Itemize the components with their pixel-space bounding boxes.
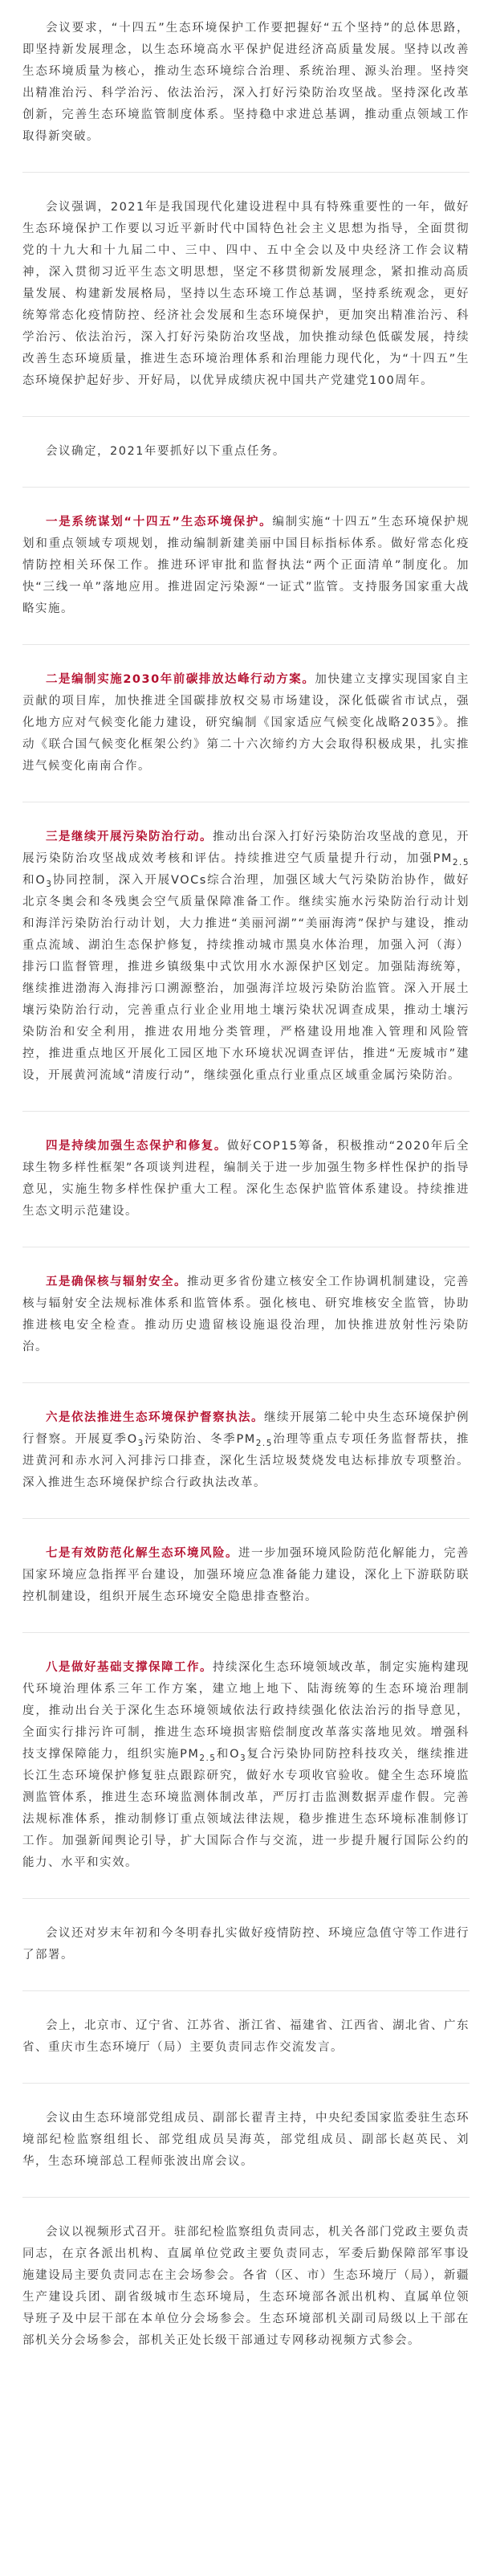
paragraph-text: 会议要求，“十四五”生态环境保护工作要把握好“五个坚持”的总体思路，即坚持新发展理念，以生态环境高水平保护促进经济高质量发展。坚持以改善生态环境质量为核心，推动生态环境综合治理、系统治理、源头治理。坚持突出精准治污、科学治污、依法治污，深入打好污染防治攻坚战。坚持深化改革创新，完善生态环境监管制度体系。坚持稳中求进总基调，推动重点领域工作取得新突破。 [22,22,470,143]
paragraph-task-5 [22,1272,470,1358]
paragraph-lead: 七是有效防范化解生态环境风险。 [46,1547,238,1560]
section-divider [22,644,470,645]
section-divider [22,2083,470,2084]
paragraph-task-8 [22,1657,470,1874]
paragraph-text: 编制实施“十四五”生态环境保护规划和重点领域专项规划，推动编制新建美丽中国目标指标体系。做好常态化疫情防控相关环保工作。推进环评审批和监督执法“两个正面清单”制度化。加快“三线一单”落地应用。推进固定污染源“一证式”监管。支持服务国家重大战略实施。 [22,516,470,615]
paragraph-text: 会上，北京市、辽宁省、江苏省、浙江省、福建省、江西省、湖北省、广东省、重庆市生态环境厅（局）主要负责同志作交流发言。 [22,2019,470,2054]
section-divider [22,487,470,488]
paragraph-text: 推动出台深入打好污染防治攻坚战的意见，开展污染防治攻坚战成效考核和评估。持续推进空气质量提升行动，加强$PM_{2.5}$和$O_3$协同控制，深入开展VOCs综合治理，加强区域大气污染防治协作，做好北京冬奥会和冬残奥会空气质量保障准备工作。继续实施水污染防治行动计划和海洋污染防治行动计划，大力推进“美丽河湖”“美丽海湾”保护与建设，推动重点流域、湖泊生态保护修复，持续推动城市黑臭水体治理，加强入河（海）排污口监督管理，推进乡镇级集中式饮用水水源保护区划定。加强陆海统筹，继续推进渤海入海排污口溯源整治，加强海洋垃圾污染防治监管。深入开展土壤污染防治行动，完善重点行业企业用地土壤污染状况调查成果，推动土壤污染防治和安全利用，推进农用地分类管理，严格建设用地准入管理和风险管控，推进重点地区开展化工园区地下水环境状况调查评估，推进“无废城市”建设，开展黄河流域“清废行动”，继续强化重点行业重点区域重金属污染防治。 [22,831,470,1082]
paragraph-text: 持续深化生态环境领域改革，制定实施构建现代环境治理体系三年工作方案，建立地上地下、陆海统筹的生态环境治理制度，推动出台关于深化生态环境领域依法行政持续强化依法治污的指导意见，全面实行排污许可制，推进生态环境损害赔偿制度改革落实落地见效。增强科技支撑保障能力，组织实施$PM_{2.5}$和$O_3$复合污染协同防控科技攻关，继续推进长江生态环境保护修复驻点跟踪研究，做好水专项收官验收。健全生态环境监测监管体系，推进生态环境监测体制改革，严厉打击监测数据弄虚作假。完善法规标准体系，推动制修订重点领域法律法规，稳步推进生态环境标准制修订工作。加强新闻舆论引导，扩大国际合作与交流，进一步提升履行国际公约的能力、水平和实效。 [22,1661,470,1869]
paragraph-task-6 [22,1407,470,1494]
paragraph-lead: 二是编制实施2030年前碳排放达峰行动方案。 [46,673,315,686]
paragraph-2021-emphasis [22,197,470,392]
paragraph-lead: 八是做好基础支撑保障工作。 [46,1661,213,1674]
section-divider [22,1382,470,1383]
paragraph-text: 会议强调，2021年是我国现代化建设进程中具有特殊重要性的一年，做好生态环境保护工作要以习近平新时代中国特色社会主义思想为指导，全面贯彻党的十九大和十九届二中、三中、四中、五中全会以及中央经济工作会议精神，深入贯彻习近平生态文明思想，坚定不移贯彻新发展理念，紧扣推动高质量发展、构建新发展格局，坚持以生态环境工作总基调，坚持系统观念，更好统筹常态化疫情防控、经济社会发展和生态环境保护，更加突出精准治污、科学治污、依法治污，深入打好污染防治攻坚战，加快推动绿色低碳发展，持续改善生态环境质量，推进生态环境治理体系和治理能力现代化，为“十四五”生态环境保护起好步、开好局，以优异成绩庆祝中国共产党建党100周年。 [22,201,470,387]
section-divider [22,416,470,417]
paragraph-exchange-speakers [22,2015,470,2059]
paragraph-text: 会议由生态环境部党组成员、副部长翟青主持，中央纪委国家监委驻生态环境部纪检监察组组长、部党组成员吴海英，部党组成员、副部长赵英民、刘华，生态环境部总工程师张波出席会议。 [22,2112,470,2168]
paragraph-task-2 [22,669,470,778]
paragraph-text: 会议以视频形式召开。驻部纪检监察组负责同志，机关各部门党政主要负责同志，在京各派出机构、直属单位党政主要负责同志，军委后勤保障部军事设施建设局主要负责同志在主会场参会。各省（区、市）生态环境厅（局），新疆生产建设兵团、副省级城市生态环境局，生态环境部各派出机构、直属单位领导班子及中层干部在本单位分会场参会。生态环境部机关副司局级以上干部在部机关分会场参会，部机关正处长级干部通过专网移动视频方式参会。 [22,2226,470,2347]
paragraph-lead: 五是确保核与辐射安全。 [46,1276,187,1288]
paragraph-text: 进一步加强环境风险防范化解能力，完善国家环境应急指挥平台建设，加强环境应急准备能力建设，深化上下游联防联控机制建设，组织开展生态环境安全隐患排查整治。 [22,1547,470,1603]
section-divider [22,1990,470,1991]
paragraph-text: 继续开展第二轮中央生态环境保护例行督察。开展夏季$O_3$污染防治、冬季$PM_{2.5}$治理等重点专项任务监督帮扶，推进黄河和赤水河入河排污口排查，深化生活垃圾焚烧发电达标排放专项整治。深入推进生态环境保护综合行政执法改革。 [22,1411,470,1489]
section-divider [22,1111,470,1112]
paragraph-text: 会议确定，2021年要抓好以下重点任务。 [46,445,286,458]
paragraph-meeting-format [22,2222,470,2352]
paragraph-lead: 四是持续加强生态保护和修复。 [46,1140,227,1153]
paragraph-five-adherences [22,18,470,148]
paragraph-text: 加快建立支撑实现国家自主贡献的项目库，加快推进全国碳排放权交易市场建设，深化低碳省市试点，强化地方应对气候变化能力建设，研究编制《国家适应气候变化战略2035》。推动《联合国气候变化框架公约》第二十六次缔约方大会取得积极成果，扎实推进气候变化南南合作。 [22,673,470,773]
section-divider [22,172,470,173]
paragraph-task-7 [22,1543,470,1608]
section-divider [22,2197,470,2198]
paragraph-task-1 [22,512,470,620]
paragraph-lead: 六是依法推进生态环境保护督察执法。 [46,1411,264,1424]
paragraph-text: 推动更多省份建立核安全工作协调机制建设，完善核与辐射安全法规标准体系和监管体系。强化核电、研究堆核安全监管，协助推进核电安全检查。推动历史遗留核设施退役治理，加快推进放射性污染防治。 [22,1276,470,1353]
paragraph-meeting-chair [22,2108,470,2173]
paragraph-key-tasks-intro [22,441,470,463]
section-divider [22,1898,470,1899]
section-divider [22,1632,470,1633]
paragraph-lead: 三是继续开展污染防治行动。 [46,831,213,843]
paragraph-text: 做好COP15筹备，积极推动“2020年后全球生物多样性框架”各项谈判进程，编制关于进一步加强生物多样性保护的指导意见，实施生物多样性保护重大工程。深化生态保护监管体系建设。持续推进生态文明示范建设。 [22,1140,470,1218]
paragraph-task-4 [22,1136,470,1223]
paragraph-text: 会议还对岁末年初和今冬明春扎实做好疫情防控、环境应急值守等工作进行了部署。 [22,1927,470,1962]
paragraph-year-end-deployment [22,1923,470,1966]
paragraph-lead: 一是系统谋划“十四五”生态环境保护。 [46,516,273,529]
paragraph-task-3 [22,827,470,1087]
section-divider [22,1518,470,1519]
